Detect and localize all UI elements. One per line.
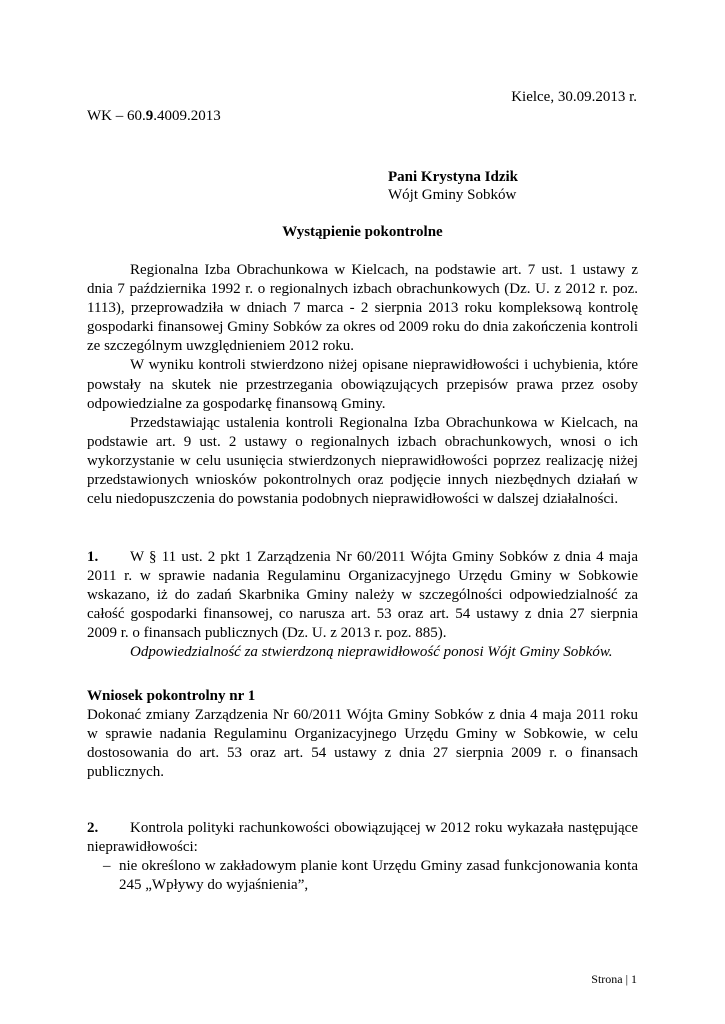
intro-paragraph-3: Przedstawiając ustalenia kontroli Regionalna Izba Obrachunkowa w Kielcach, na podstawie art. 9 ust. 2 ustawy o regionalnych izbach obrachunkowych, wnosi o ich wykorzystanie w celu usunięcia stwierdzonych nieprawidłowości poprzez realizację niżej przedstawionych wniosków pokontrolnych oraz podjęcie innych niezbędnych działań w celu niedopuszczenia do powstania podobnych nieprawidłowości w dalszej działalności. [87, 414, 638, 508]
finding-1-responsibility: Odpowiedzialność za stwierdzoną nieprawidłowość ponosi Wójt Gminy Sobków. [130, 644, 613, 661]
recommendation-1 [87, 687, 638, 782]
finding-2 [87, 819, 638, 895]
intro-section [87, 261, 638, 509]
finding-2-text: Kontrola polityki rachunkowości obowiązującej w 2012 roku wykazała następujące nieprawidłowości: [87, 820, 638, 856]
intro-paragraph-1: Regionalna Izba Obrachunkowa w Kielcach, na podstawie art. 7 ust. 1 ustawy z dnia 7 października 1992 r. o regionalnych izbach obrachunkowych (Dz. U. z 2012 r. poz. 1113), przeprowadziła w dniach 7 marca - 2 sierpnia 2013 roku kompleksową kontrolę gospodarki finansowej Gminy Sobków za okres od 2009 roku do dnia zakończenia kontroli ze szczególnym uwzględnieniem 2012 roku. [87, 262, 638, 355]
recommendation-1-heading: Wniosek pokontrolny nr 1 [87, 688, 256, 704]
reference-number [87, 106, 221, 126]
reference-bold: 9 [145, 108, 154, 124]
addressee-position: Wójt Gminy Sobków [388, 187, 517, 203]
finding-1-text-wrap [87, 548, 638, 643]
addressee [388, 168, 518, 204]
document-title: Wystąpienie pokontrolne [282, 224, 443, 240]
reference-suffix: .4009.2013 [153, 108, 221, 124]
finding-2-number: 2. [87, 820, 99, 836]
place-date: Kielce, 30.09.2013 r. [511, 89, 637, 105]
reference-prefix: WK – 60. [87, 108, 146, 124]
finding-2-text-wrap [87, 819, 638, 857]
finding-1-number: 1. [87, 549, 99, 565]
finding-1 [87, 548, 638, 663]
finding-2-list-item [87, 857, 638, 895]
recommendation-1-text: Dokonać zmiany Zarządzenia Nr 60/2011 Wójta Gminy Sobków z dnia 4 maja 2011 roku w sprawie nadania Regulaminu Organizacyjnego Urzędu Gminy w Sobkowie, w celu dostosowania do art. 53 oraz art. 54 ustawy z dnia 27 sierpnia 2009 r. o finansach publicznych. [87, 707, 638, 781]
finding-1-text: W § 11 ust. 2 pkt 1 Zarządzenia Nr 60/2011 Wójta Gminy Sobków z dnia 4 maja 2011 r. w sprawie nadania Regulaminu Organizacyjnego Urzędu Gminy w Sobkowie wskazano, iż do zadań Skarbnika Gminy należy w szczególności odpowiedzialność za całość gospodarki finansowej, co narusza art. 53 oraz art. 54 ustawy z dnia 27 sierpnia 2009 r. o finansach publicznych (Dz. U. z 2013 r. poz. 885). [87, 549, 638, 642]
finding-2-list-item-text: nie określono w zakładowym planie kont Urzędu Gminy zasad funkcjonowania konta 245 „Wpływy do wyjaśnienia”, [119, 858, 638, 894]
page-footer: Strona | 1 [591, 972, 637, 986]
addressee-name: Pani Krystyna Idzik [388, 169, 519, 185]
intro-paragraph-2: W wyniku kontroli stwierdzono niżej opisane nieprawidłowości i uchybienia, które powstały na skutek nie przestrzegania obowiązujących przepisów prawa przez osoby odpowiedzialne za gospodarkę finansową Gminy. [87, 357, 638, 412]
dash-bullet-icon: – [103, 858, 111, 875]
